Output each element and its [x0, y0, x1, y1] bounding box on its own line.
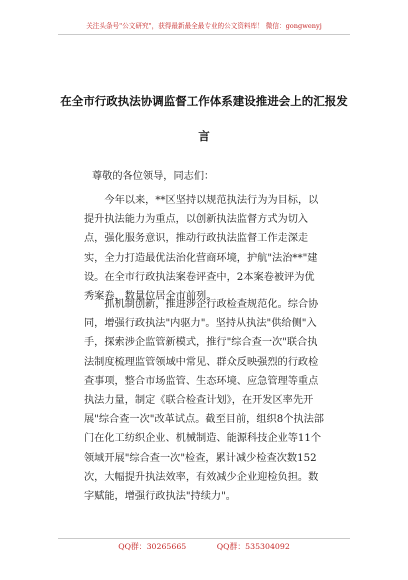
qq-group-2: QQ群：535304092: [216, 542, 290, 551]
salutation: 尊敬的各位领导，同志们：: [92, 171, 215, 182]
document-title-line-2: 言: [198, 129, 210, 143]
document-title-line-1: 在全市行政执法协调监督工作体系建设推进会上的汇报发: [60, 94, 348, 108]
paragraph-1: 今年以来，**区坚持以规范执法行为为目标，以提升执法能力为重点，以创新执法监督方式为切入点，强化服务意识，推动行政执法监督工作走深走实，全力打造最优法治化营商环境，护航"法治**"建设。在全市行政执法案卷评查中，2本案卷被评为优秀案卷，数量位居全市前列。: [84, 195, 319, 303]
footer-divider: [58, 538, 350, 539]
header-divider: [58, 34, 350, 35]
header-promo-text: 关注头条号"公文研究"，获得最新最全最专业的公文资料库！ 微信：gongwenyj: [86, 22, 322, 30]
paragraph-2: 抓机制创新，推进涉企行政检查规范化。综合协同，增强行政执法"内驱力"。坚持从执法"供给侧"入手，探索涉企监管新模式，推行"综合查一次"联合执法制度梳理监管领域中常见、群众反映强烈的行政检查事项，整合市场监管、生态环境、应急管理等重点执法力量，制定《联合检查计划》，在开发区率先开展"综合查一次"改革试点。截至目前，组织8个执法部门在化工纺织企业、机械制造、能源科技企业等11个领域开展"综合查一次"检查，累计减少检查次数152次，大幅提升执法效率，有效减少企业迎检负担。数字赋能，增强行政执法"持续力"。: [84, 299, 324, 503]
qq-group-1: QQ群：30265665: [118, 542, 187, 551]
footer-contacts: [0, 541, 408, 552]
